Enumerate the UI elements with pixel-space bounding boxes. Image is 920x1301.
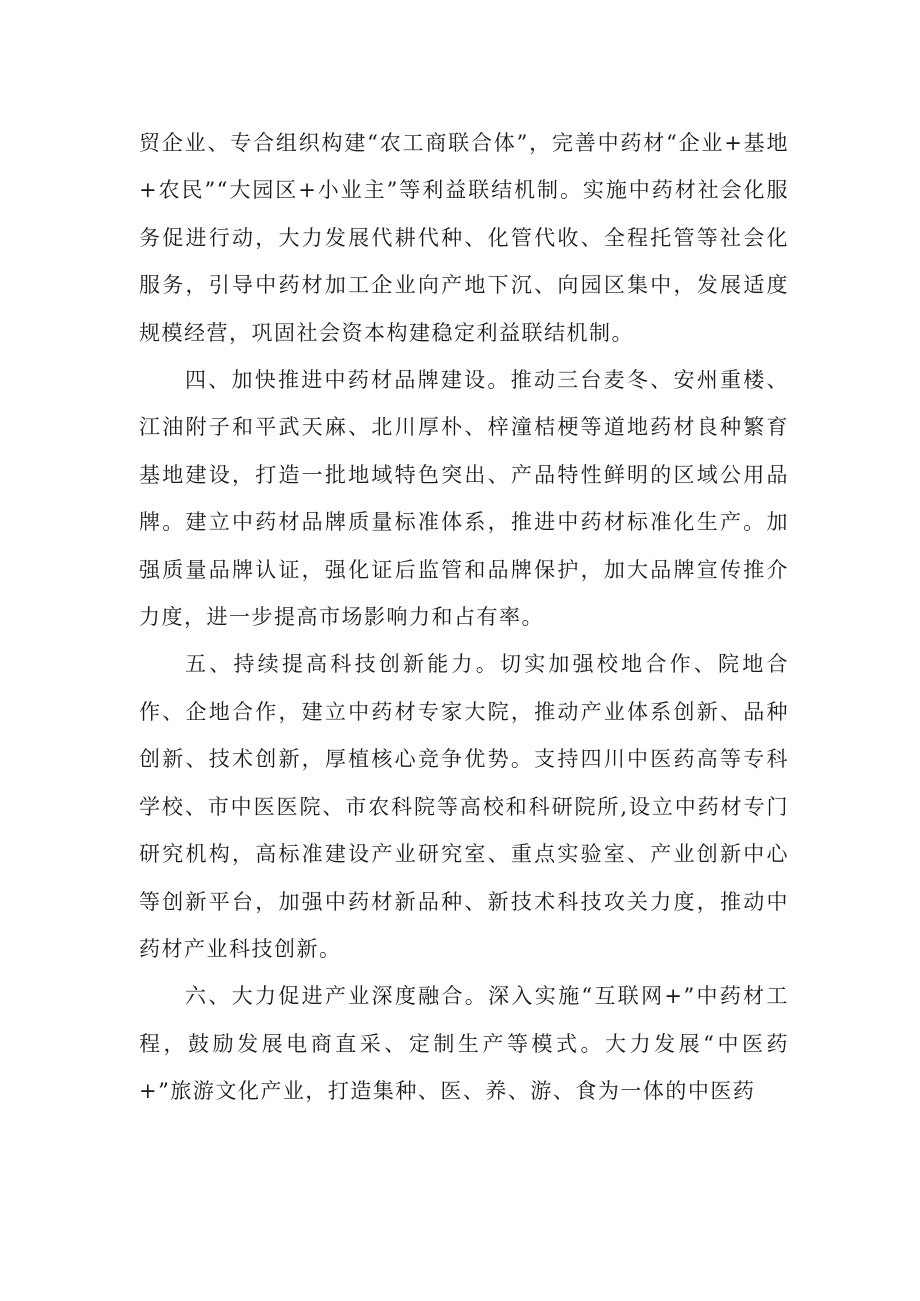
paragraph-section-4: 四、加快推进中药材品牌建设。推动三台麦冬、安州重楼、江油附子和平武天麻、北川厚朴、梓潼桔梗等道地药材良种繁育基地建设，打造一批地域特色突出、产品特性鲜明的区域公用品牌。建立中药材品牌质量标准体系，推进中药材标准化生产。加强质量品牌认证，强化证后监管和品牌保护，加大品牌宣传推介力度，进一步提高市场影响力和占有率。 (139, 368, 789, 630)
paragraph-continuation: 贸企业、专合组织构建“农工商联合体”，完善中药材“企业+基地+农民”“大园区+小业主”等利益联结机制。实施中药材社会化服务促进行动，大力发展代耕代种、化管代收、全程托管等社会化服务，引导中药材加工企业向产地下沉、向园区集中，发展适度规模经营，巩固社会资本构建稳定利益联结机制。 (139, 131, 789, 345)
document-body (139, 120, 789, 1116)
paragraph-section-6: 六、大力促进产业深度融合。深入实施“互联网+”中药材工程，鼓励发展电商直采、定制生产等模式。大力发展“中医药+”旅游文化产业，打造集种、医、养、游、食为一体的中医药 (139, 984, 789, 1104)
paragraph-section-5: 五、持续提高科技创新能力。切实加强校地合作、院地合作、企地合作，建立中药材专家大院，推动产业体系创新、品种创新、技术创新，厚植核心竞争优势。支持四川中医药高等专科学校、市中医医院、市农科院等高校和科研院所,设立中药材专门研究机构，高标准建设产业研究室、重点实验室、产业创新中心等创新平台，加强中药材新品种、新技术科技攻关力度，推动中药材产业科技创新。 (139, 652, 789, 961)
